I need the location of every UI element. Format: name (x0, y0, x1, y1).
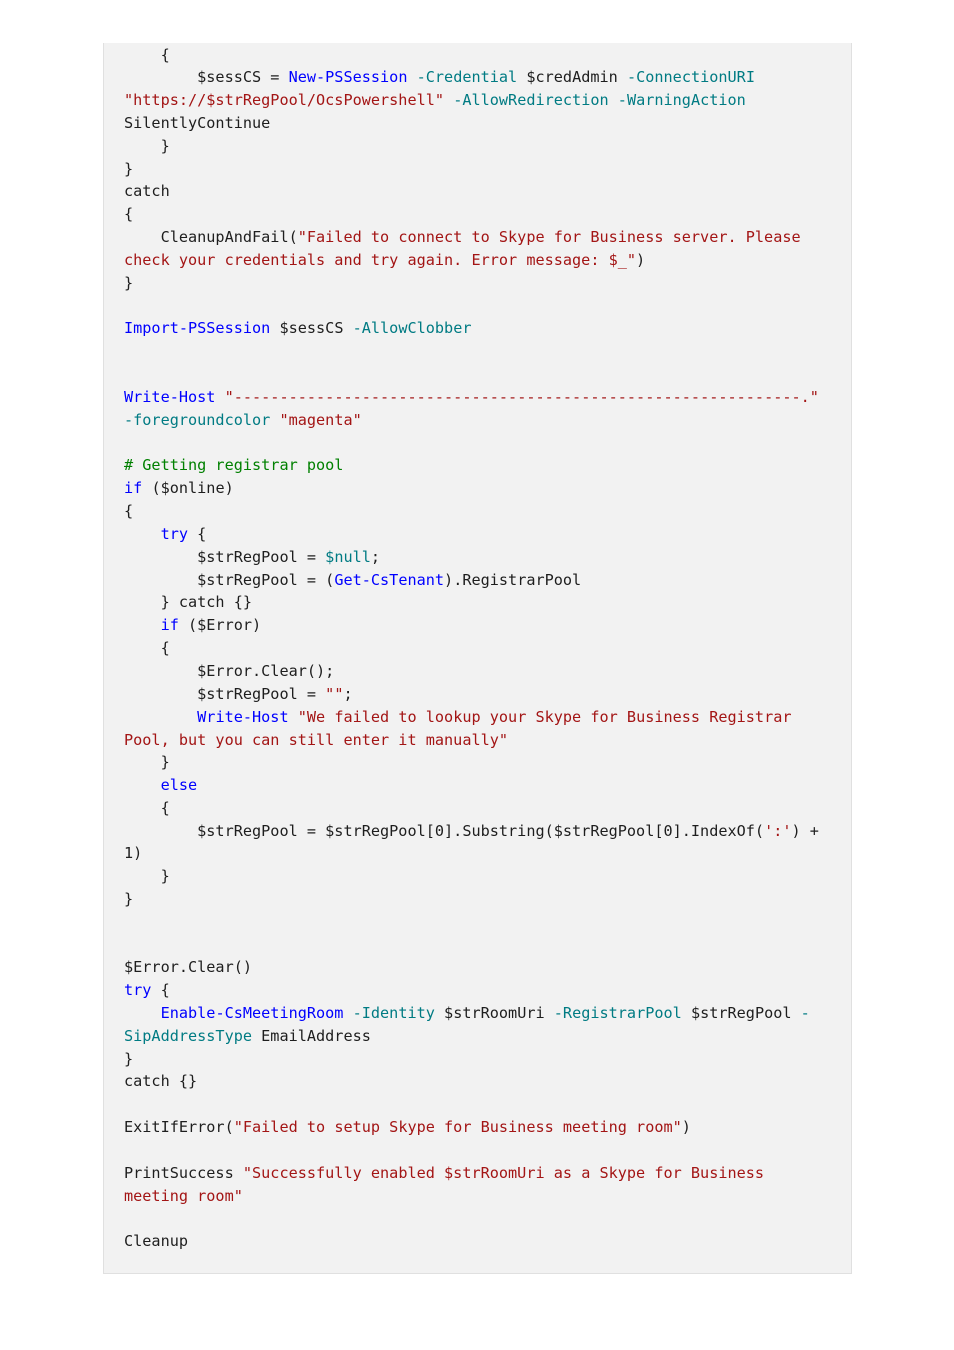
code-token: "https://$strRegPool/OcsPowershell" (124, 91, 445, 109)
code-line (124, 752, 170, 772)
code-token: ) + (791, 822, 819, 840)
code-token: -Credential (416, 68, 518, 86)
code-token (407, 68, 416, 86)
code-token: "Failed to setup Skype for Business meeting room" (233, 1118, 682, 1136)
code-token: } (124, 160, 134, 178)
code-token: -WarningAction (617, 91, 746, 109)
code-token: try (160, 525, 189, 543)
code-token (124, 525, 161, 543)
code-token: -Identity (352, 1004, 435, 1022)
code-token: } (124, 867, 170, 885)
code-token: -foregroundcolor (124, 411, 271, 429)
code-token: "We failed to lookup your Skype for Business Registrar (297, 708, 792, 726)
code-token: catch {} (124, 1072, 198, 1090)
code-token: $Error.Clear(); (124, 662, 335, 680)
code-token: $sessCS (270, 319, 353, 337)
code-block (103, 43, 852, 1274)
code-token: Write-Host (124, 388, 216, 406)
code-line (124, 501, 133, 521)
code-line (124, 67, 755, 87)
code-line (124, 730, 508, 750)
code-token: EmailAddress (252, 1027, 371, 1045)
code-token (609, 91, 618, 109)
code-line (124, 684, 353, 704)
code-line (124, 1163, 764, 1183)
code-token: -AllowClobber (352, 319, 472, 337)
code-token: Import-PSSession (124, 319, 271, 337)
code-token: $strRoomUri (434, 1004, 554, 1022)
code-line (124, 866, 170, 886)
code-token: -AllowRedirection (453, 91, 609, 109)
code-line (124, 227, 801, 247)
code-line (124, 45, 170, 65)
code-line (124, 1049, 133, 1069)
code-token: ) (681, 1118, 691, 1136)
code-line (124, 1003, 810, 1023)
code-token: catch (124, 182, 170, 200)
code-token: CleanupAndFail( (124, 228, 298, 246)
code-token: } (124, 753, 170, 771)
code-line (124, 387, 819, 407)
code-token: if (160, 616, 179, 634)
code-line (124, 159, 133, 179)
code-token: $strRegPool = ( (124, 571, 335, 589)
code-token: else (160, 776, 198, 794)
code-token: { (124, 639, 170, 657)
code-token: meeting room" (124, 1187, 243, 1205)
code-token: "--------------------------------------------------------------." (224, 388, 819, 406)
code-line (124, 547, 380, 567)
code-line (124, 273, 133, 293)
code-line (124, 524, 206, 544)
code-token: { (124, 502, 134, 520)
code-line (124, 980, 170, 1000)
code-line (124, 661, 334, 681)
code-token: - (800, 1004, 810, 1022)
code-token: check your credentials and try again. Error message: $_" (124, 251, 637, 269)
code-line (124, 1026, 371, 1046)
code-token: { (124, 799, 170, 817)
code-token (215, 388, 224, 406)
code-token: Write-Host (197, 708, 289, 726)
code-token: ; (370, 548, 381, 566)
code-token: ; (343, 685, 353, 703)
code-line (124, 592, 252, 612)
code-token: New-PSSession (288, 68, 408, 86)
code-line (124, 638, 170, 658)
code-line (124, 775, 197, 795)
code-line (124, 570, 581, 590)
code-line (124, 1186, 243, 1206)
code-token: # Getting registrar pool (124, 456, 344, 474)
code-token: $strRegPool = $strRegPool[0].Substring($strRegPool[0].IndexOf( (124, 822, 765, 840)
code-token (124, 708, 197, 726)
code-token: Pool, but you can still enter it manually" (124, 731, 509, 749)
code-line (124, 1071, 197, 1091)
code-line (124, 136, 170, 156)
code-token: Cleanup (124, 1232, 189, 1250)
code-line (124, 410, 362, 430)
code-line (124, 889, 133, 909)
code-token: -RegistrarPool (553, 1004, 682, 1022)
code-token: $strRegPool (681, 1004, 801, 1022)
code-token: PrintSuccess (124, 1164, 243, 1182)
code-token: ) (636, 251, 646, 269)
code-token: "" (325, 685, 344, 703)
code-token (124, 1004, 161, 1022)
code-token: } catch {} (124, 593, 253, 611)
code-token: "magenta" (279, 411, 362, 429)
code-token: 1) (124, 844, 143, 862)
code-token (124, 616, 161, 634)
code-line (124, 113, 270, 133)
code-line (124, 478, 234, 498)
code-token: Enable-CsMeetingRoom (160, 1004, 344, 1022)
code-token: { (124, 205, 134, 223)
code-line (124, 90, 746, 110)
code-token (289, 708, 298, 726)
code-token: try (124, 981, 152, 999)
code-line (124, 843, 142, 863)
code-token: $strRegPool = (124, 685, 326, 703)
code-token: ($Error) (178, 616, 262, 634)
code-token (444, 91, 453, 109)
code-token: ExitIfError( (124, 1118, 234, 1136)
code-token: $null (325, 548, 371, 566)
code-token: { (188, 525, 207, 543)
code-token: $credAdmin (517, 68, 627, 86)
code-line (124, 707, 792, 727)
code-token: } (124, 137, 170, 155)
code-token: if (124, 479, 143, 497)
code-line (124, 798, 170, 818)
code-line (124, 204, 133, 224)
code-token: ':' (764, 822, 792, 840)
code-line (124, 615, 261, 635)
code-token: "Failed to connect to Skype for Business server. Please (297, 228, 801, 246)
code-line (124, 1231, 188, 1251)
code-token: } (124, 1050, 134, 1068)
code-token: $sessCS = (124, 68, 289, 86)
code-token: } (124, 890, 134, 908)
code-token: ).RegistrarPool (444, 571, 582, 589)
code-token: { (124, 46, 170, 64)
code-token: $Error.Clear() (124, 958, 253, 976)
code-token: { (151, 981, 170, 999)
code-line (124, 181, 170, 201)
code-token: SilentlyContinue (124, 114, 271, 132)
code-token: -ConnectionURI (626, 68, 755, 86)
code-line (124, 318, 471, 338)
code-token: } (124, 274, 134, 292)
code-line (124, 1117, 691, 1137)
code-token (343, 1004, 352, 1022)
code-token: $strRegPool = (124, 548, 326, 566)
code-token: Get-CsTenant (334, 571, 445, 589)
code-token (124, 776, 161, 794)
code-token: SipAddressType (124, 1027, 253, 1045)
code-line (124, 250, 645, 270)
code-line (124, 821, 819, 841)
code-token: "Successfully enabled $strRoomUri as a Skype for Business (242, 1164, 765, 1182)
code-line (124, 957, 252, 977)
code-token: ($online) (142, 479, 234, 497)
code-line (124, 455, 343, 475)
